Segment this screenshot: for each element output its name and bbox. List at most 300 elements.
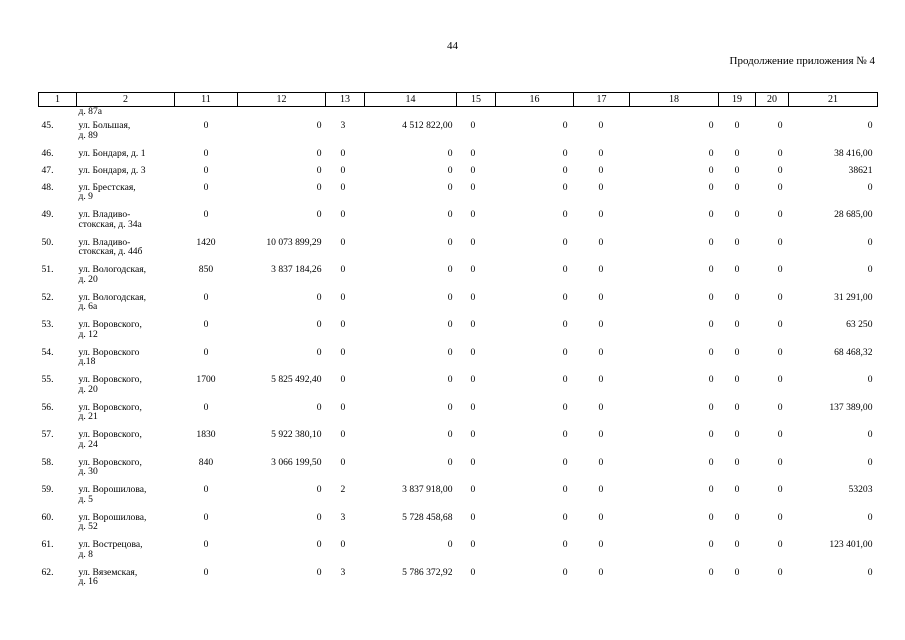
cell-col-21: 0 <box>867 181 873 193</box>
cell-col-16: 0 <box>562 401 568 413</box>
cell-col-18: 0 <box>708 147 714 159</box>
cell-col-13: 3 <box>340 120 346 131</box>
cell-col-20: 0 <box>777 164 783 176</box>
table-row <box>39 482 878 510</box>
cell-col-13: 0 <box>340 147 346 159</box>
column-header: 15 <box>457 93 496 107</box>
cell-col-12: 5 922 380,10 <box>271 429 322 440</box>
cell-col-16: 0 <box>562 209 568 220</box>
cell-col-17: 0 <box>598 209 604 220</box>
cell-col-15: 0 <box>470 120 476 131</box>
cell-col-18: 0 <box>708 181 714 193</box>
cell-col-20: 0 <box>777 539 783 550</box>
cell-col-15: 0 <box>470 346 476 358</box>
cell-col-13: 0 <box>340 374 346 385</box>
address-line: ул. Воровского, <box>78 429 142 440</box>
address-line: д. 12 <box>78 328 98 340</box>
cell-col-11: 1830 <box>196 429 216 440</box>
cell-col-20: 0 <box>777 401 783 413</box>
cell-col-21: 137 389,00 <box>829 401 873 413</box>
cell-col-11: 0 <box>203 291 209 303</box>
cell-col-13: 3 <box>340 511 346 523</box>
cell-col-11: 0 <box>203 566 209 578</box>
cell-col-17: 0 <box>598 401 604 413</box>
cell-col-20: 0 <box>777 566 783 578</box>
address-cell <box>77 455 175 483</box>
table-row <box>39 345 878 373</box>
address-cell <box>77 400 175 428</box>
cell-col-15: 0 <box>470 374 476 385</box>
cell-col-11: 840 <box>198 456 214 468</box>
address-cell <box>77 262 175 290</box>
cell-col-15: 0 <box>470 484 476 495</box>
cell-col-19: 0 <box>734 539 740 550</box>
cell-col-12: 0 <box>316 120 322 131</box>
address-line: ул. Воровского, <box>78 319 142 330</box>
cell-col-13: 0 <box>340 456 346 468</box>
column-header: 13 <box>326 93 365 107</box>
address-cell <box>77 372 175 400</box>
cell-col-16: 0 <box>562 484 568 495</box>
cell-col-12: 0 <box>316 401 322 413</box>
address-line: ул. Бондаря, д. 3 <box>78 164 146 176</box>
cell-col-15: 0 <box>470 264 476 275</box>
cell-col-15: 0 <box>470 164 476 176</box>
cell-col-13: 0 <box>340 164 346 176</box>
address-cell <box>77 537 175 565</box>
column-header: 18 <box>630 93 719 107</box>
cell-col-21: 68 468,32 <box>834 346 873 358</box>
cell-col-11: 0 <box>203 181 209 193</box>
cell-col-18: 0 <box>708 291 714 303</box>
cell-col-20: 0 <box>777 147 783 159</box>
page-number: 44 <box>447 40 458 52</box>
cell-col-16: 0 <box>562 539 568 550</box>
address-cell <box>77 146 175 163</box>
row-number: 47. <box>41 164 54 176</box>
address-cell <box>77 427 175 455</box>
cell-col-16: 0 <box>562 566 568 578</box>
cell-col-21: 38 416,00 <box>834 147 873 159</box>
column-header: 16 <box>496 93 574 107</box>
address-cell <box>77 118 175 146</box>
cell-col-16: 0 <box>562 236 568 248</box>
cell-col-21: 63 250 <box>846 319 873 330</box>
appendix-caption: Продолжение приложения № 4 <box>729 55 875 67</box>
row-number: 52. <box>41 291 54 303</box>
address-line: д. 5 <box>78 493 93 505</box>
address-line: д. 30 <box>78 466 98 477</box>
cell-col-21: 123 401,00 <box>829 539 873 550</box>
data-table <box>38 92 878 592</box>
cell-col-16: 0 <box>562 291 568 303</box>
cell-col-15: 0 <box>470 291 476 303</box>
address-line: д. 20 <box>78 383 98 395</box>
cell-col-16: 0 <box>562 319 568 330</box>
address-line: д. 16 <box>78 576 98 587</box>
cell-col-11: 0 <box>203 164 209 176</box>
cell-col-14: 5 728 458,68 <box>402 511 453 523</box>
address-line: ул. Вологодская, <box>78 264 147 275</box>
address-line: д. 8 <box>78 548 93 560</box>
table-row <box>39 317 878 345</box>
cell-col-15: 0 <box>470 456 476 468</box>
cell-col-11: 0 <box>203 346 209 358</box>
cell-col-13: 0 <box>340 319 346 330</box>
cell-col-18: 0 <box>708 456 714 468</box>
cell-col-18: 0 <box>708 374 714 385</box>
address-line: ул. Большая, <box>78 120 131 131</box>
cell-col-18: 0 <box>708 209 714 220</box>
address-cell <box>77 317 175 345</box>
address-line: ул. Бондаря, д. 1 <box>78 147 146 159</box>
cell-col-14: 0 <box>447 164 453 176</box>
cell-col-14: 0 <box>447 319 453 330</box>
cell-col-15: 0 <box>470 566 476 578</box>
address-line: ул. Брестская, <box>78 181 136 193</box>
continuation-address: д. 87а <box>78 106 103 117</box>
cell-col-17: 0 <box>598 374 604 385</box>
cell-col-15: 0 <box>470 236 476 248</box>
table-row <box>39 372 878 400</box>
cell-col-14: 0 <box>447 456 453 468</box>
table-row <box>39 146 878 163</box>
address-line: д. 21 <box>78 411 98 422</box>
cell-col-17: 0 <box>598 264 604 275</box>
row-number: 49. <box>41 209 54 220</box>
cell-col-17: 0 <box>598 291 604 303</box>
cell-col-18: 0 <box>708 566 714 578</box>
cell-col-15: 0 <box>470 511 476 523</box>
cell-col-17: 0 <box>598 181 604 193</box>
row-number: 51. <box>41 264 54 275</box>
cell-col-20: 0 <box>777 209 783 220</box>
cell-col-14: 0 <box>447 346 453 358</box>
cell-col-15: 0 <box>470 429 476 440</box>
address-cell <box>77 510 175 538</box>
column-header: 2 <box>77 93 175 107</box>
cell-col-18: 0 <box>708 429 714 440</box>
row-number: 56. <box>41 401 54 413</box>
address-line: д. 6а <box>78 301 98 312</box>
cell-col-18: 0 <box>708 236 714 248</box>
cell-col-13: 2 <box>340 484 346 495</box>
address-line: д. 9 <box>78 191 93 202</box>
table-row <box>39 290 878 318</box>
cell-col-21: 0 <box>867 456 873 468</box>
cell-col-12: 0 <box>316 181 322 193</box>
table-row <box>39 207 878 235</box>
cell-col-19: 0 <box>734 484 740 495</box>
column-header: 21 <box>789 93 878 107</box>
cell-col-14: 0 <box>447 291 453 303</box>
address-line: ул. Ворошилова, <box>78 484 147 495</box>
cell-col-20: 0 <box>777 291 783 303</box>
table-row <box>39 565 878 593</box>
cell-col-17: 0 <box>598 346 604 358</box>
cell-col-18: 0 <box>708 539 714 550</box>
cell-col-11: 0 <box>203 319 209 330</box>
cell-col-12: 0 <box>316 484 322 495</box>
table-row <box>39 262 878 290</box>
address-line: д. 52 <box>78 521 98 532</box>
table-row <box>39 455 878 483</box>
cell-col-21: 38621 <box>848 164 873 176</box>
cell-col-18: 0 <box>708 319 714 330</box>
cell-col-14: 0 <box>447 539 453 550</box>
cell-col-17: 0 <box>598 236 604 248</box>
cell-col-19: 0 <box>734 511 740 523</box>
address-cell <box>77 207 175 235</box>
cell-col-17: 0 <box>598 456 604 468</box>
cell-col-18: 0 <box>708 120 714 131</box>
column-header: 14 <box>365 93 457 107</box>
cell-col-11: 0 <box>203 120 209 131</box>
header-row <box>39 93 878 107</box>
column-header: 19 <box>719 93 756 107</box>
row-number: 48. <box>41 181 54 193</box>
address-cell <box>77 180 175 208</box>
cell-col-12: 3 837 184,26 <box>271 264 322 275</box>
cell-col-13: 0 <box>340 429 346 440</box>
cell-col-14: 5 786 372,92 <box>402 566 453 578</box>
cell-col-19: 0 <box>734 374 740 385</box>
cell-col-13: 0 <box>340 209 346 220</box>
cell-col-19: 0 <box>734 120 740 131</box>
row-number: 57. <box>41 429 54 440</box>
cell-col-19: 0 <box>734 319 740 330</box>
cell-col-20: 0 <box>777 511 783 523</box>
column-header: 11 <box>175 93 238 107</box>
cell-col-21: 28 685,00 <box>834 209 873 220</box>
row-number: 45. <box>41 120 54 131</box>
address-line: ул. Владиво- <box>78 236 131 248</box>
cell-col-12: 0 <box>316 291 322 303</box>
cell-col-17: 0 <box>598 539 604 550</box>
cell-col-14: 3 837 918,00 <box>402 484 453 495</box>
address-cell <box>77 290 175 318</box>
address-line: д. 24 <box>78 438 98 450</box>
address-line: ул. Владиво- <box>78 209 131 220</box>
cell-col-18: 0 <box>708 346 714 358</box>
cell-col-11: 1700 <box>196 374 216 385</box>
cell-col-13: 0 <box>340 346 346 358</box>
cell-col-20: 0 <box>777 319 783 330</box>
table-row <box>39 180 878 208</box>
table-row <box>39 118 878 146</box>
cell-col-12: 0 <box>316 209 322 220</box>
cell-col-16: 0 <box>562 429 568 440</box>
cell-col-11: 0 <box>203 511 209 523</box>
cell-col-19: 0 <box>734 291 740 303</box>
cell-col-18: 0 <box>708 401 714 413</box>
row-number: 60. <box>41 511 54 523</box>
cell-col-20: 0 <box>777 264 783 275</box>
cell-col-13: 0 <box>340 291 346 303</box>
column-header: 20 <box>756 93 789 107</box>
address-line: ул. Ворошилова, <box>78 511 147 523</box>
cell-col-12: 0 <box>316 147 322 159</box>
table-row <box>39 235 878 263</box>
address-line: д. 20 <box>78 273 98 285</box>
address-line: ул. Воровского, <box>78 456 142 468</box>
cell-col-19: 0 <box>734 456 740 468</box>
cell-col-14: 0 <box>447 209 453 220</box>
cell-col-12: 0 <box>316 566 322 578</box>
cell-col-20: 0 <box>777 346 783 358</box>
cell-col-16: 0 <box>562 346 568 358</box>
cell-col-17: 0 <box>598 164 604 176</box>
row-number: 61. <box>41 539 54 550</box>
cell-col-17: 0 <box>598 319 604 330</box>
cell-col-19: 0 <box>734 147 740 159</box>
cell-col-16: 0 <box>562 164 568 176</box>
cell-col-17: 0 <box>598 429 604 440</box>
cell-col-17: 0 <box>598 566 604 578</box>
cell-col-14: 0 <box>447 147 453 159</box>
cell-col-11: 0 <box>203 209 209 220</box>
cell-col-21: 53203 <box>848 484 873 495</box>
cell-col-19: 0 <box>734 181 740 193</box>
address-line: ул. Воровского, <box>78 401 142 413</box>
cell-col-16: 0 <box>562 374 568 385</box>
cell-col-16: 0 <box>562 120 568 131</box>
cell-col-13: 0 <box>340 264 346 275</box>
cell-col-14: 0 <box>447 236 453 248</box>
cell-col-16: 0 <box>562 147 568 159</box>
cell-col-13: 3 <box>340 566 346 578</box>
cell-col-13: 0 <box>340 236 346 248</box>
cell-col-19: 0 <box>734 236 740 248</box>
cell-col-15: 0 <box>470 401 476 413</box>
cell-col-14: 0 <box>447 401 453 413</box>
cell-col-20: 0 <box>777 181 783 193</box>
address-line: стокская, д. 44б <box>78 246 143 257</box>
address-cell <box>77 235 175 263</box>
cell-col-15: 0 <box>470 539 476 550</box>
address-cell <box>77 565 175 593</box>
cell-col-13: 0 <box>340 401 346 413</box>
address-line: ул. Воровского, <box>78 374 142 385</box>
row-number: 50. <box>41 236 54 248</box>
table-row <box>39 510 878 538</box>
cell-col-21: 0 <box>867 374 873 385</box>
cell-col-15: 0 <box>470 181 476 193</box>
cell-col-18: 0 <box>708 484 714 495</box>
cell-col-20: 0 <box>777 484 783 495</box>
cell-col-19: 0 <box>734 566 740 578</box>
cell-col-18: 0 <box>708 164 714 176</box>
cell-col-12: 3 066 199,50 <box>271 456 322 468</box>
cell-col-11: 1420 <box>196 236 216 248</box>
address-cell <box>77 345 175 373</box>
cell-col-18: 0 <box>708 511 714 523</box>
cell-col-20: 0 <box>777 374 783 385</box>
cell-col-11: 0 <box>203 484 209 495</box>
cell-col-20: 0 <box>777 429 783 440</box>
cell-col-16: 0 <box>562 264 568 275</box>
cell-col-21: 0 <box>867 511 873 523</box>
table-row <box>39 163 878 180</box>
column-header: 17 <box>574 93 630 107</box>
address-line: д.18 <box>78 356 96 367</box>
cell-col-21: 0 <box>867 236 873 248</box>
row-number: 58. <box>41 456 54 468</box>
cell-col-21: 0 <box>867 120 873 131</box>
cell-col-14: 0 <box>447 264 453 275</box>
cell-col-12: 0 <box>316 319 322 330</box>
cell-col-18: 0 <box>708 264 714 275</box>
cell-col-19: 0 <box>734 401 740 413</box>
cell-col-12: 5 825 492,40 <box>271 374 322 385</box>
cell-col-20: 0 <box>777 456 783 468</box>
address-line: ул. Воровского <box>78 346 140 358</box>
address-line: ул. Вологодская, <box>78 291 147 303</box>
address-line: д. 89 <box>78 129 98 141</box>
cell-col-19: 0 <box>734 164 740 176</box>
cell-col-14: 0 <box>447 374 453 385</box>
cell-col-13: 0 <box>340 539 346 550</box>
cell-col-12: 0 <box>316 511 322 523</box>
cell-col-20: 0 <box>777 236 783 248</box>
row-number: 53. <box>41 319 54 330</box>
cell-col-12: 0 <box>316 164 322 176</box>
address-cell <box>77 163 175 180</box>
cell-col-20: 0 <box>777 120 783 131</box>
cell-col-11: 0 <box>203 539 209 550</box>
cell-col-19: 0 <box>734 429 740 440</box>
table-row <box>39 427 878 455</box>
row-number: 59. <box>41 484 54 495</box>
column-header: 12 <box>238 93 326 107</box>
cell-col-21: 0 <box>867 264 873 275</box>
cell-col-15: 0 <box>470 209 476 220</box>
cell-col-15: 0 <box>470 319 476 330</box>
cell-col-14: 0 <box>447 181 453 193</box>
row-number: 55. <box>41 374 54 385</box>
cell-col-14: 4 512 822,00 <box>402 120 453 131</box>
address-line: ул. Вострецова, <box>78 539 143 550</box>
cell-col-11: 0 <box>203 147 209 159</box>
cell-col-17: 0 <box>598 147 604 159</box>
address-cell <box>77 482 175 510</box>
cell-col-16: 0 <box>562 181 568 193</box>
cell-col-21: 31 291,00 <box>834 291 873 303</box>
continuation-row <box>39 107 878 119</box>
cell-col-17: 0 <box>598 484 604 495</box>
address-line: стокская, д. 34а <box>78 218 142 230</box>
cell-col-11: 850 <box>198 264 214 275</box>
cell-col-15: 0 <box>470 147 476 159</box>
cell-col-21: 0 <box>867 429 873 440</box>
column-header: 1 <box>39 93 77 107</box>
cell-col-21: 0 <box>867 566 873 578</box>
table-row <box>39 537 878 565</box>
row-number: 62. <box>41 566 54 578</box>
cell-col-17: 0 <box>598 120 604 131</box>
cell-col-19: 0 <box>734 346 740 358</box>
table-row <box>39 400 878 428</box>
address-line: ул. Вяземская, <box>78 566 138 578</box>
cell-col-16: 0 <box>562 456 568 468</box>
cell-col-17: 0 <box>598 511 604 523</box>
cell-col-11: 0 <box>203 401 209 413</box>
row-number: 46. <box>41 147 54 159</box>
cell-col-16: 0 <box>562 511 568 523</box>
cell-col-12: 10 073 899,29 <box>266 236 322 248</box>
cell-col-19: 0 <box>734 264 740 275</box>
cell-col-14: 0 <box>447 429 453 440</box>
